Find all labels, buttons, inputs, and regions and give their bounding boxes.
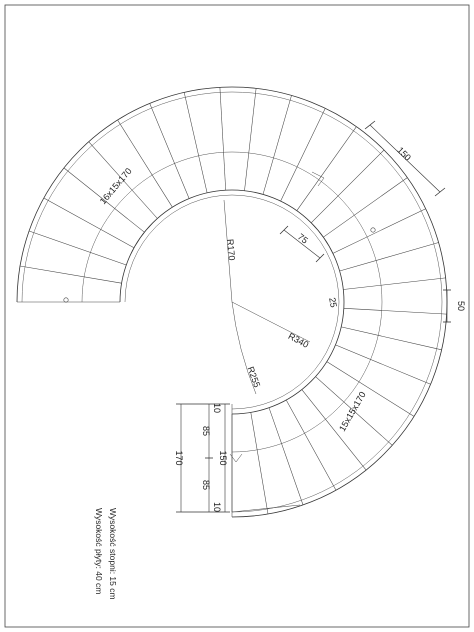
straight-flight — [232, 404, 300, 512]
tread-line — [118, 120, 173, 207]
dimension-lines — [176, 121, 451, 512]
walking-line-marker — [371, 228, 375, 232]
drawing-labels — [94, 145, 466, 600]
tread-line — [220, 87, 226, 190]
label-dim-10-bottom: 10 — [212, 501, 222, 513]
tread-line — [184, 92, 207, 192]
label-radius-r170: R170 — [225, 238, 237, 261]
tread-line — [311, 150, 384, 223]
tread-line — [297, 127, 357, 211]
tread-line — [341, 327, 441, 350]
tread-line — [336, 345, 431, 384]
dimension-tick — [316, 254, 324, 262]
note-step-height: Wysokość stopni: 15 cm — [108, 508, 118, 600]
flight-bottom-line — [232, 505, 300, 512]
tread-line — [333, 209, 426, 254]
tread-line — [344, 308, 447, 314]
dimension-tick — [435, 188, 445, 196]
label-tread-spec-lower: 15x15x170 — [337, 389, 368, 434]
note-slab-height: Wysokość płyty: 40 cm — [94, 508, 104, 595]
tread-line — [150, 103, 189, 198]
label-dim-10-top: 10 — [212, 402, 222, 414]
dimension-tick — [280, 226, 288, 234]
tread-line — [251, 412, 268, 514]
label-dim-25: 25 — [327, 296, 339, 309]
label-dim-85-upper: 85 — [201, 425, 211, 437]
label-radius-r255: R255 — [245, 365, 263, 389]
dimension-tick — [365, 121, 375, 129]
tread-line — [343, 278, 445, 290]
label-radius-r340: R340 — [286, 330, 311, 350]
label-dim-150-mid: 150 — [218, 450, 228, 466]
tread-line — [245, 88, 257, 190]
label-dim-50: 50 — [456, 300, 466, 312]
label-dim-150-top: 150 — [395, 145, 413, 163]
spiral-staircase-plan — [17, 87, 447, 517]
tread-line — [269, 408, 303, 505]
label-dim-75: 75 — [295, 231, 310, 246]
label-dim-170-left: 170 — [174, 450, 184, 466]
tread-line — [281, 108, 326, 201]
tread-line — [323, 178, 407, 238]
tread-line — [20, 266, 122, 283]
tread-line — [327, 362, 414, 417]
tread-line — [286, 400, 336, 490]
tread-line — [44, 198, 134, 248]
tread-line — [263, 95, 292, 194]
tread-line — [29, 231, 126, 265]
label-dim-85-lower: 85 — [201, 479, 211, 491]
label-tread-spec-upper: 16x15x170 — [97, 165, 134, 207]
drawing-border — [5, 5, 469, 627]
tread-line — [340, 243, 439, 272]
walking-line-start-marker — [64, 298, 68, 302]
